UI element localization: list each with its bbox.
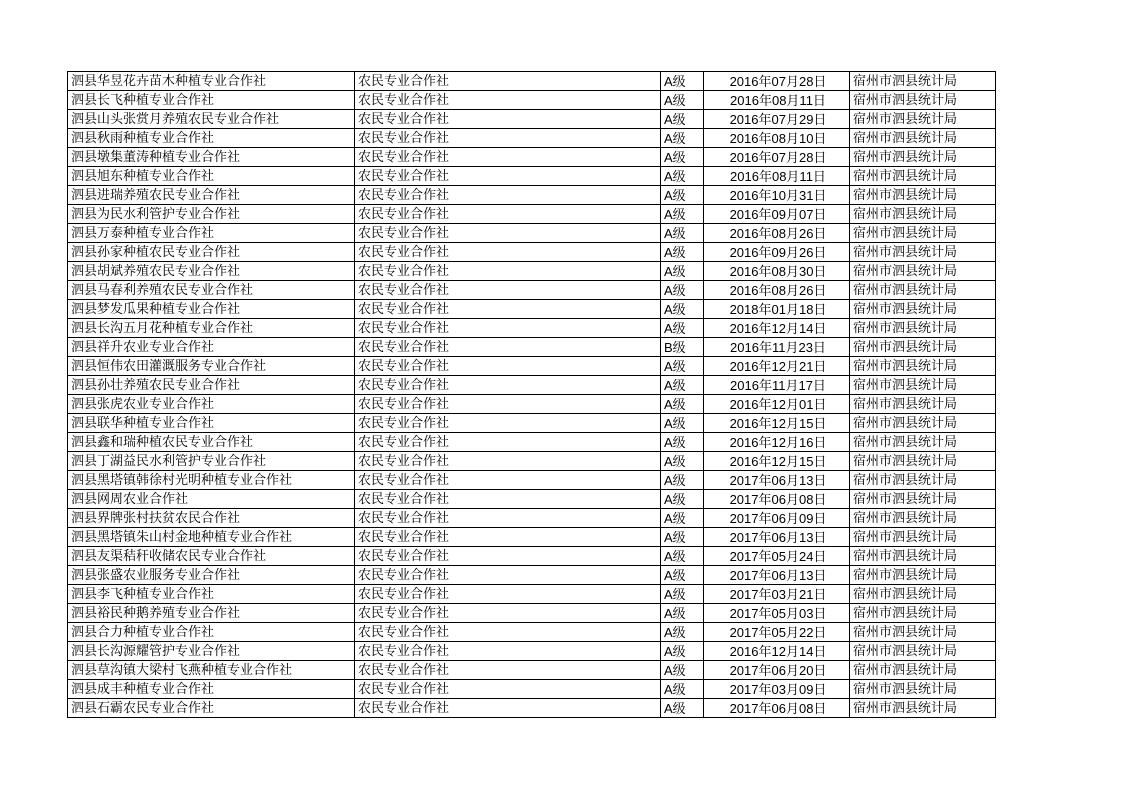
cell-grade: A级 <box>661 699 704 718</box>
cell-grade: A级 <box>661 91 704 110</box>
cell-agency: 宿州市泗县统计局 <box>850 414 996 433</box>
table-row <box>68 110 996 129</box>
cell-date: 2018年01月18日 <box>704 300 850 319</box>
table-row <box>68 509 996 528</box>
cell-agency: 宿州市泗县统计局 <box>850 699 996 718</box>
cell-entity-type: 农民专业合作社 <box>355 509 661 528</box>
cell-grade: A级 <box>661 243 704 262</box>
cell-agency: 宿州市泗县统计局 <box>850 623 996 642</box>
table-row <box>68 680 996 699</box>
cell-entity-type: 农民专业合作社 <box>355 338 661 357</box>
cell-date: 2017年03月09日 <box>704 680 850 699</box>
table-row <box>68 604 996 623</box>
table-row <box>68 490 996 509</box>
table-row <box>68 243 996 262</box>
cell-cooperative-name: 泗县墩集董涛种植专业合作社 <box>68 148 355 167</box>
cell-grade: A级 <box>661 433 704 452</box>
cell-cooperative-name: 泗县孙家种植农民专业合作社 <box>68 243 355 262</box>
cell-date: 2016年08月26日 <box>704 281 850 300</box>
cell-agency: 宿州市泗县统计局 <box>850 167 996 186</box>
cell-date: 2017年05月22日 <box>704 623 850 642</box>
table-row <box>68 471 996 490</box>
cell-entity-type: 农民专业合作社 <box>355 167 661 186</box>
cell-entity-type: 农民专业合作社 <box>355 414 661 433</box>
cell-date: 2016年09月26日 <box>704 243 850 262</box>
cell-agency: 宿州市泗县统计局 <box>850 490 996 509</box>
table-row <box>68 642 996 661</box>
cell-agency: 宿州市泗县统计局 <box>850 186 996 205</box>
cell-agency: 宿州市泗县统计局 <box>850 395 996 414</box>
cell-entity-type: 农民专业合作社 <box>355 490 661 509</box>
cell-grade: A级 <box>661 471 704 490</box>
cell-grade: A级 <box>661 509 704 528</box>
cell-date: 2016年09月07日 <box>704 205 850 224</box>
cell-agency: 宿州市泗县统计局 <box>850 281 996 300</box>
cell-grade: A级 <box>661 129 704 148</box>
cell-agency: 宿州市泗县统计局 <box>850 338 996 357</box>
cell-entity-type: 农民专业合作社 <box>355 376 661 395</box>
table-row <box>68 262 996 281</box>
cell-date: 2016年12月14日 <box>704 319 850 338</box>
table-row <box>68 300 996 319</box>
cell-date: 2016年08月10日 <box>704 129 850 148</box>
table-row <box>68 547 996 566</box>
cell-grade: A级 <box>661 623 704 642</box>
cell-entity-type: 农民专业合作社 <box>355 471 661 490</box>
cell-entity-type: 农民专业合作社 <box>355 224 661 243</box>
cell-cooperative-name: 泗县恒伟农田灌溉服务专业合作社 <box>68 357 355 376</box>
cell-entity-type: 农民专业合作社 <box>355 528 661 547</box>
cell-date: 2017年06月20日 <box>704 661 850 680</box>
cell-agency: 宿州市泗县统计局 <box>850 642 996 661</box>
cell-date: 2016年12月15日 <box>704 414 850 433</box>
cell-date: 2016年08月11日 <box>704 167 850 186</box>
cell-date: 2016年11月17日 <box>704 376 850 395</box>
cell-cooperative-name: 泗县张盛农业服务专业合作社 <box>68 566 355 585</box>
table-row <box>68 72 996 91</box>
cell-cooperative-name: 泗县合力种植专业合作社 <box>68 623 355 642</box>
cell-entity-type: 农民专业合作社 <box>355 243 661 262</box>
cell-date: 2016年10月31日 <box>704 186 850 205</box>
cell-date: 2017年06月08日 <box>704 490 850 509</box>
cell-grade: A级 <box>661 376 704 395</box>
cell-agency: 宿州市泗县统计局 <box>850 148 996 167</box>
cell-cooperative-name: 泗县成丰种植专业合作社 <box>68 680 355 699</box>
cell-cooperative-name: 泗县长飞种植专业合作社 <box>68 91 355 110</box>
cell-grade: A级 <box>661 395 704 414</box>
cell-date: 2017年03月21日 <box>704 585 850 604</box>
cell-grade: A级 <box>661 300 704 319</box>
cell-cooperative-name: 泗县万泰种植专业合作社 <box>68 224 355 243</box>
cell-cooperative-name: 泗县黑塔镇朱山村金地种植专业合作社 <box>68 528 355 547</box>
cell-entity-type: 农民专业合作社 <box>355 262 661 281</box>
table-row <box>68 528 996 547</box>
cell-entity-type: 农民专业合作社 <box>355 110 661 129</box>
cell-cooperative-name: 泗县胡斌养殖农民专业合作社 <box>68 262 355 281</box>
cell-agency: 宿州市泗县统计局 <box>850 205 996 224</box>
cell-grade: A级 <box>661 452 704 471</box>
cell-entity-type: 农民专业合作社 <box>355 566 661 585</box>
cell-date: 2016年08月30日 <box>704 262 850 281</box>
cell-entity-type: 农民专业合作社 <box>355 148 661 167</box>
cell-entity-type: 农民专业合作社 <box>355 319 661 338</box>
table-row <box>68 433 996 452</box>
cell-entity-type: 农民专业合作社 <box>355 395 661 414</box>
cell-grade: A级 <box>661 585 704 604</box>
cell-cooperative-name: 泗县长沟五月花种植专业合作社 <box>68 319 355 338</box>
cell-agency: 宿州市泗县统计局 <box>850 661 996 680</box>
cell-date: 2016年07月28日 <box>704 148 850 167</box>
cell-agency: 宿州市泗县统计局 <box>850 300 996 319</box>
table-row <box>68 319 996 338</box>
cell-cooperative-name: 泗县为民水利管护专业合作社 <box>68 205 355 224</box>
cell-grade: A级 <box>661 186 704 205</box>
cell-entity-type: 农民专业合作社 <box>355 604 661 623</box>
cell-cooperative-name: 泗县秋雨种植专业合作社 <box>68 129 355 148</box>
cell-date: 2017年06月13日 <box>704 471 850 490</box>
cell-date: 2016年12月01日 <box>704 395 850 414</box>
cell-cooperative-name: 泗县长沟源耀管护专业合作社 <box>68 642 355 661</box>
cell-grade: A级 <box>661 262 704 281</box>
cell-agency: 宿州市泗县统计局 <box>850 319 996 338</box>
table-row <box>68 338 996 357</box>
cell-date: 2016年08月26日 <box>704 224 850 243</box>
cell-cooperative-name: 泗县黑塔镇韩徐村光明种植专业合作社 <box>68 471 355 490</box>
table-row <box>68 566 996 585</box>
cell-cooperative-name: 泗县友渠秸秆收储农民专业合作社 <box>68 547 355 566</box>
cell-date: 2017年05月24日 <box>704 547 850 566</box>
cell-grade: A级 <box>661 528 704 547</box>
cell-grade: A级 <box>661 148 704 167</box>
table-row <box>68 585 996 604</box>
cell-entity-type: 农民专业合作社 <box>355 452 661 471</box>
cell-cooperative-name: 泗县联华种植专业合作社 <box>68 414 355 433</box>
table-row <box>68 205 996 224</box>
cell-date: 2017年06月08日 <box>704 699 850 718</box>
table-row <box>68 91 996 110</box>
cell-grade: B级 <box>661 338 704 357</box>
cell-date: 2017年05月03日 <box>704 604 850 623</box>
cell-entity-type: 农民专业合作社 <box>355 186 661 205</box>
cell-entity-type: 农民专业合作社 <box>355 642 661 661</box>
cell-grade: A级 <box>661 547 704 566</box>
cell-agency: 宿州市泗县统计局 <box>850 129 996 148</box>
cell-entity-type: 农民专业合作社 <box>355 547 661 566</box>
cell-date: 2017年06月13日 <box>704 566 850 585</box>
table-row <box>68 281 996 300</box>
cell-grade: A级 <box>661 167 704 186</box>
cell-date: 2016年12月16日 <box>704 433 850 452</box>
cell-entity-type: 农民专业合作社 <box>355 699 661 718</box>
cell-cooperative-name: 泗县旭东种植专业合作社 <box>68 167 355 186</box>
table-row <box>68 129 996 148</box>
cell-agency: 宿州市泗县统计局 <box>850 509 996 528</box>
cell-cooperative-name: 泗县界牌张村扶贫农民合作社 <box>68 509 355 528</box>
cell-cooperative-name: 泗县祥升农业专业合作社 <box>68 338 355 357</box>
table-row <box>68 414 996 433</box>
cell-cooperative-name: 泗县李飞种植专业合作社 <box>68 585 355 604</box>
cell-agency: 宿州市泗县统计局 <box>850 452 996 471</box>
table-row <box>68 186 996 205</box>
cell-agency: 宿州市泗县统计局 <box>850 604 996 623</box>
cell-grade: A级 <box>661 680 704 699</box>
table-row <box>68 452 996 471</box>
cell-cooperative-name: 泗县张虎农业专业合作社 <box>68 395 355 414</box>
cell-cooperative-name: 泗县石霸农民专业合作社 <box>68 699 355 718</box>
cell-grade: A级 <box>661 72 704 91</box>
cell-cooperative-name: 泗县山头张赏月养殖农民专业合作社 <box>68 110 355 129</box>
cell-agency: 宿州市泗县统计局 <box>850 91 996 110</box>
cell-entity-type: 农民专业合作社 <box>355 680 661 699</box>
cell-agency: 宿州市泗县统计局 <box>850 243 996 262</box>
cell-agency: 宿州市泗县统计局 <box>850 72 996 91</box>
cell-agency: 宿州市泗县统计局 <box>850 357 996 376</box>
cell-cooperative-name: 泗县梦发瓜果种植专业合作社 <box>68 300 355 319</box>
cell-date: 2016年12月21日 <box>704 357 850 376</box>
cell-entity-type: 农民专业合作社 <box>355 585 661 604</box>
cell-agency: 宿州市泗县统计局 <box>850 262 996 281</box>
cell-date: 2016年12月14日 <box>704 642 850 661</box>
cell-grade: A级 <box>661 357 704 376</box>
table-row <box>68 376 996 395</box>
cell-agency: 宿州市泗县统计局 <box>850 585 996 604</box>
table-row <box>68 623 996 642</box>
cell-grade: A级 <box>661 224 704 243</box>
cell-cooperative-name: 泗县草沟镇大梁村飞燕种植专业合作社 <box>68 661 355 680</box>
cell-agency: 宿州市泗县统计局 <box>850 376 996 395</box>
cell-entity-type: 农民专业合作社 <box>355 300 661 319</box>
cell-grade: A级 <box>661 490 704 509</box>
cell-agency: 宿州市泗县统计局 <box>850 680 996 699</box>
cell-entity-type: 农民专业合作社 <box>355 433 661 452</box>
cell-entity-type: 农民专业合作社 <box>355 661 661 680</box>
cell-cooperative-name: 泗县孙壮养殖农民专业合作社 <box>68 376 355 395</box>
cell-date: 2017年06月13日 <box>704 528 850 547</box>
table-row <box>68 395 996 414</box>
cell-cooperative-name: 泗县鑫和瑞种植农民专业合作社 <box>68 433 355 452</box>
cell-grade: A级 <box>661 110 704 129</box>
cell-date: 2016年07月29日 <box>704 110 850 129</box>
cell-date: 2016年08月11日 <box>704 91 850 110</box>
cell-agency: 宿州市泗县统计局 <box>850 224 996 243</box>
cell-cooperative-name: 泗县进瑞养殖农民专业合作社 <box>68 186 355 205</box>
table-row <box>68 357 996 376</box>
cell-grade: A级 <box>661 642 704 661</box>
cell-cooperative-name: 泗县网周农业合作社 <box>68 490 355 509</box>
cell-entity-type: 农民专业合作社 <box>355 72 661 91</box>
cooperative-table <box>67 71 996 718</box>
cell-grade: A级 <box>661 604 704 623</box>
cell-agency: 宿州市泗县统计局 <box>850 471 996 490</box>
cell-agency: 宿州市泗县统计局 <box>850 547 996 566</box>
cell-cooperative-name: 泗县马春利养殖农民专业合作社 <box>68 281 355 300</box>
cell-entity-type: 农民专业合作社 <box>355 91 661 110</box>
cell-entity-type: 农民专业合作社 <box>355 281 661 300</box>
cell-date: 2017年06月09日 <box>704 509 850 528</box>
cell-agency: 宿州市泗县统计局 <box>850 528 996 547</box>
table-row <box>68 148 996 167</box>
cell-cooperative-name: 泗县裕民种鹅养殖专业合作社 <box>68 604 355 623</box>
cell-grade: A级 <box>661 205 704 224</box>
cell-agency: 宿州市泗县统计局 <box>850 433 996 452</box>
cell-date: 2016年12月15日 <box>704 452 850 471</box>
table-row <box>68 699 996 718</box>
cell-cooperative-name: 泗县丁湖益民水利管护专业合作社 <box>68 452 355 471</box>
cell-entity-type: 农民专业合作社 <box>355 357 661 376</box>
table-row <box>68 224 996 243</box>
cell-entity-type: 农民专业合作社 <box>355 623 661 642</box>
cell-date: 2016年11月23日 <box>704 338 850 357</box>
cell-grade: A级 <box>661 281 704 300</box>
table-row <box>68 167 996 186</box>
cell-grade: A级 <box>661 414 704 433</box>
table-body <box>68 72 996 718</box>
cell-agency: 宿州市泗县统计局 <box>850 566 996 585</box>
cell-entity-type: 农民专业合作社 <box>355 205 661 224</box>
cell-grade: A级 <box>661 661 704 680</box>
table-row <box>68 661 996 680</box>
cell-grade: A级 <box>661 319 704 338</box>
cell-agency: 宿州市泗县统计局 <box>850 110 996 129</box>
cell-date: 2016年07月28日 <box>704 72 850 91</box>
cell-entity-type: 农民专业合作社 <box>355 129 661 148</box>
cell-cooperative-name: 泗县华昱花卉苗木种植专业合作社 <box>68 72 355 91</box>
cell-grade: A级 <box>661 566 704 585</box>
